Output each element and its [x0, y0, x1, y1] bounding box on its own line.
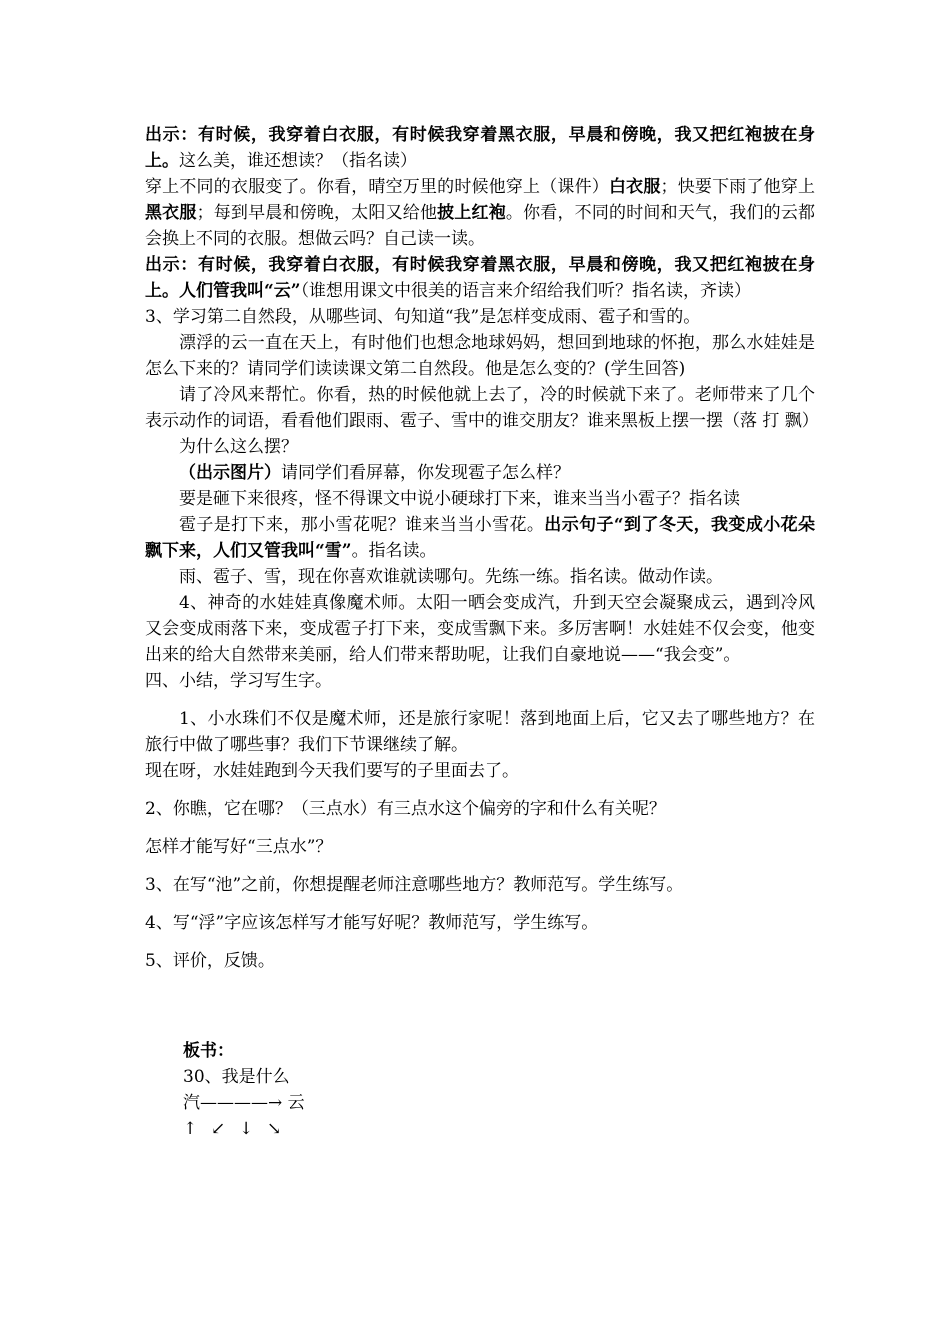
- paragraph-20: 5、评价，反馈。: [145, 951, 275, 971]
- paragraph-9: 要是砸下来很疼，怪不得课文中说小硬球打下来，谁来当当小雹子？指名读: [179, 489, 740, 509]
- bold-text: 出示：有时候，我穿着白衣服，有时候我穿着黑衣服，早晨和傍晚，我又把红袍披在身上。人们管我叫“云”: [145, 255, 815, 301]
- paragraph-17: 怎样才能写好“三点水”？: [145, 837, 333, 857]
- bold-text: 白衣服: [608, 177, 661, 197]
- down-arrow-icon: ↓: [239, 1119, 254, 1139]
- board-arrows: [183, 1116, 815, 1142]
- bold-text: （出示图片）: [179, 463, 281, 483]
- paragraph-14: 1、小水珠们不仅是魔术师，还是旅行家呢！落到地面上后，它又去了哪些地方？在旅行中做了哪些事？我们下节课继续了解。: [145, 709, 815, 755]
- bold-text: 黑衣服: [145, 203, 197, 223]
- paragraph-8: [145, 460, 815, 486]
- paragraph-2: [145, 174, 815, 252]
- board-title: 板书：: [183, 1041, 234, 1061]
- paragraph-4: 3、学习第二自然段，从哪些词、句知道“我”是怎样变成雨、雹子和雪的。: [145, 307, 701, 327]
- document-page: [145, 122, 819, 1142]
- text: 。你看，不同的时间和天气，我们的云都会换上不同的衣服。想做云吗？自己读一读。: [145, 203, 816, 249]
- paragraph-6: 请了冷风来帮忙。你看，热的时候他就上去了，冷的时候就下来了。老师带来了几个表示动作的词语，看看他们跟雨、雹子、雪中的谁交朋友？谁来黑板上摆一摆（落 打 飘）: [145, 385, 819, 431]
- bold-text: 披上红袍: [437, 203, 506, 223]
- down-left-arrow-icon: ↙: [211, 1119, 226, 1139]
- paragraph-10: [145, 512, 815, 564]
- bold-text: 出示：有时候，我穿着白衣服，有时候我穿着黑衣服，早晨和傍晚，我又把红袍披在身上。: [145, 125, 815, 171]
- text: ；每到早晨和傍晚，太阳又给他: [196, 203, 438, 223]
- text: 雹子是打下来，那小雪花呢？谁来当当小雪花。: [179, 515, 545, 535]
- paragraph-16: 2、你瞧，它在哪？（三点水）有三点水这个偏旁的字和什么有关呢？: [145, 799, 666, 819]
- paragraph-18: 3、在写“池”之前，你想提醒老师注意哪些地方？教师范写。学生练写。: [145, 875, 684, 895]
- paragraph-12: 4、神奇的水娃娃真像魔术师。太阳一晒会变成汽，升到天空会凝聚成云，遇到冷风又会变成雨落下来，变成雹子打下来，变成雪飘下来。多厉害啊！水娃娃不仅会变，他变出来的给大自然带来美丽，给人们带来帮助呢，让我们自豪地说——“我会变”。: [145, 593, 815, 665]
- paragraph-15: 现在呀，水娃娃跑到今天我们要写的子里面去了。: [145, 761, 519, 781]
- paragraph-5: 漂浮的云一直在天上，有时他们也想念地球妈妈，想回到地球的怀抱，那么水娃娃是怎么下来的？请同学们读读课文第二自然段。他是怎么变的？(学生回答): [145, 333, 815, 379]
- blackboard-section: [183, 1038, 815, 1142]
- paragraph-19: 4、写“浮”字应该怎样写才能写好呢？教师范写，学生练写。: [145, 913, 599, 933]
- paragraph-7: 为什么这么摆？: [179, 437, 298, 457]
- up-arrow-icon: ↑: [183, 1119, 198, 1139]
- down-right-arrow-icon: ↘: [267, 1119, 282, 1139]
- text: 请同学们看屏幕，你发现雹子怎么样？: [281, 463, 570, 483]
- paragraph-11: 雨、雹子、雪，现在你喜欢谁就读哪句。先练一练。指名读。做动作读。: [179, 567, 723, 587]
- text: 穿上不同的衣服变了。你看，晴空万里的时候他穿上（课件）: [145, 177, 609, 197]
- text: 这么美，谁还想读？（指名读）: [179, 151, 417, 171]
- text: ；快要下雨了他穿上: [660, 177, 816, 197]
- paragraph-1: [145, 122, 815, 174]
- board-line: 汽————→ 云: [183, 1093, 305, 1113]
- board-lesson: 30、我是什么: [183, 1067, 290, 1087]
- text: 。指名读。: [351, 541, 437, 561]
- text: （谁想用课文中很美的语言来介绍给我们听？指名读，齐读）: [300, 281, 752, 301]
- paragraph-3: [145, 252, 815, 304]
- bold-text: 出示句子“到了冬天，我变成小花朵飘下来，人们又管我叫“雪”: [145, 515, 815, 561]
- paragraph-13: 四、小结，学习写生字。: [145, 671, 332, 691]
